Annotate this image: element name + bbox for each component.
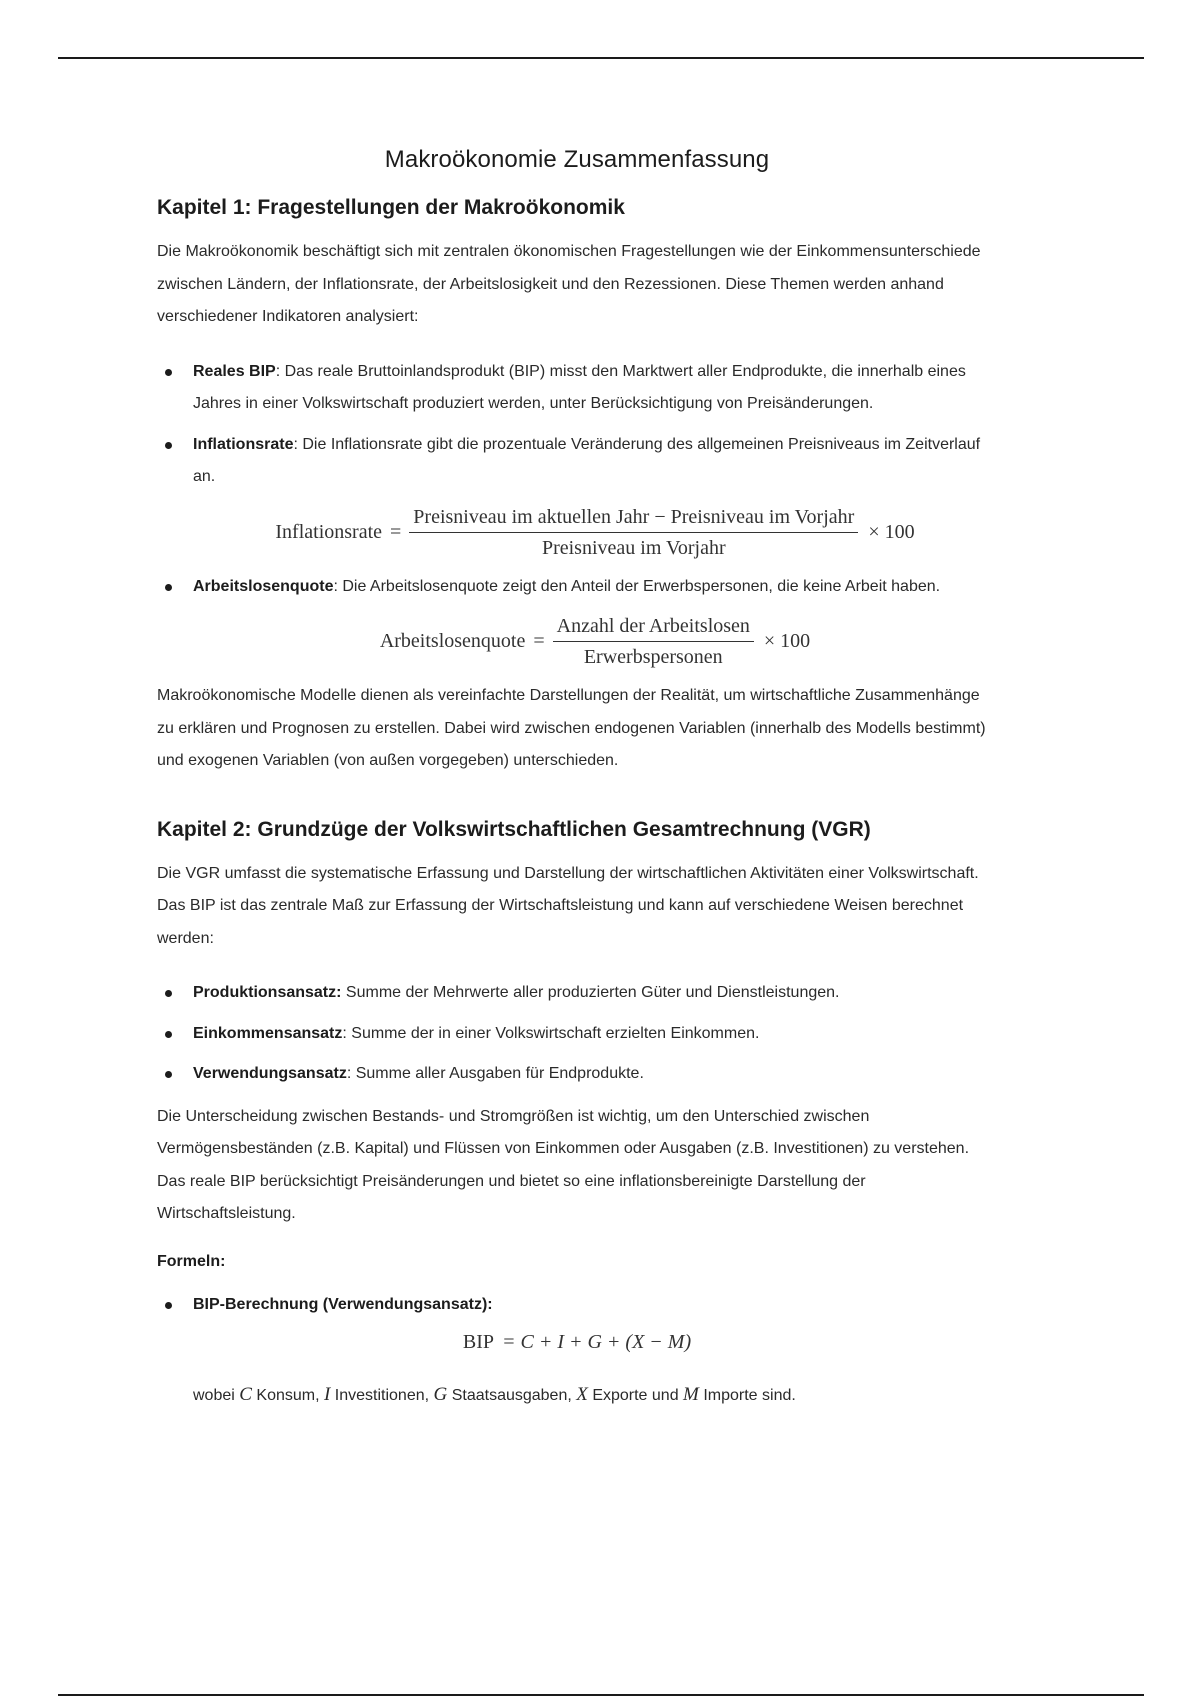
top-rule [58,57,1144,59]
legend-symbol: C [239,1384,252,1405]
formula-rhs: = C + I + G + (X − M) [502,1331,692,1353]
formula-inflationsrate [193,504,997,561]
document-page [157,140,997,1411]
bullet-icon [165,1071,172,1078]
legend-text: wobei [193,1387,235,1404]
chapter-1-outro: Makroökonomische Modelle dienen als vereinfachte Darstellungen der Realität, um wirtschaftliche Zusammenhänge zu erklären und Prognosen zu erstellen. Dabei wird zwischen endogenen Variablen (innerhalb des Modells bestimmt) und exogenen Variablen (von außen vorgegeben) unterschieden. [157,687,986,769]
legend-text: Konsum, [256,1387,320,1404]
term-inflationsrate: Inflationsrate [193,435,294,453]
chapter-1-intro: Die Makroökonomik beschäftigt sich mit zentralen ökonomischen Fragestellungen wie der Einkommensunterschiede zwischen Ländern, der Inflationsrate, der Arbeitslosigkeit und den Rezessionen. Diese Themen werden anhand verschiedener Indikatoren analysiert: [157,243,981,325]
term-arbeitslosenquote: Arbeitslosenquote [193,577,334,595]
term-verwendungsansatz: Verwendungsansatz [193,1065,347,1082]
formula-denominator: Erwerbspersonen [583,646,723,668]
chapter-2-paragraph: Die Unterscheidung zwischen Bestands- und Stromgrößen ist wichtig, um den Unterschied zwischen Vermögensbeständen (z.B. Kapital) und Flüssen von Einkommen oder Ausgaben (z.B. Investitionen) zu verstehen. Das reale BIP berücksichtigt Preisänderungen und bietet so eine inflationsbereinigte Darstellung der Wirtschaftsleistung. [157,1107,970,1222]
bullet-icon [165,584,172,591]
legend-text: Investitionen, [334,1387,430,1404]
formula-list [157,1289,997,1322]
formula-factor: × 100 [868,520,915,543]
document-title: Makroökonomie Zusammenfassung [384,146,770,173]
formula-numerator: Preisniveau im aktuellen Jahr − Preisniveau im Vorjahr [409,504,858,533]
term-text: : Die Inflationsrate gibt die prozentuale Veränderung des allgemeinen Preisniveaus im Zeitverlauf an. [193,435,981,485]
bip-berechnung-label: BIP-Berechnung (Verwendungsansatz): [193,1295,493,1313]
bullet-icon [165,1031,172,1038]
chapter-2-heading: Kapitel 2: Grundzüge der Volkswirtschaftlichen Gesamtrechnung (VGR) [157,817,871,841]
chapter-1-heading: Kapitel 1: Fragestellungen der Makroökonomik [157,196,625,219]
legend-symbol: G [433,1384,448,1405]
formulas-label: Formeln: [157,1252,226,1270]
formula-lhs: BIP [462,1331,494,1353]
formula-equals: = [390,520,402,543]
list-item [157,1018,997,1051]
chapter-1-indicator-list [157,356,997,494]
list-item [157,977,997,1010]
bullet-icon [165,1302,172,1309]
list-item [157,429,997,494]
term-produktionsansatz: Produktionsansatz: [193,984,342,1001]
formula-legend [157,1380,997,1411]
formula-equals: = [533,630,545,652]
term-text: : Summe aller Ausgaben für Endprodukte. [346,1065,644,1082]
bullet-icon [165,369,172,376]
bullet-icon [165,990,172,997]
formula-bip [157,1331,997,1354]
legend-text: Staatsausgaben, [451,1387,572,1404]
formula-numerator: Anzahl der Arbeitslosen [553,613,754,642]
legend-symbol: M [683,1384,699,1405]
formula-denominator: Preisniveau im Vorjahr [541,536,726,559]
chapter-2-intro: Die VGR umfasst die systematische Erfassung und Darstellung der wirtschaftlichen Aktivitäten einer Volkswirtschaft. Das BIP ist das zentrale Maß zur Erfassung der Wirtschaftsleistung und kann auf verschiedene Weisen berechnet werden: [157,864,979,947]
list-item [157,1289,997,1322]
term-text: : Summe der in einer Volkswirtschaft erzielten Einkommen. [342,1024,760,1042]
term-text: : Das reale Bruttoinlandsprodukt (BIP) misst den Marktwert aller Endprodukte, die innerhalb eines Jahres in einer Volkswirtschaft produziert werden, unter Berücksichtigung von Preisänderungen. [193,362,966,412]
bullet-icon [165,442,172,449]
chapter-1-indicator-list-cont [157,571,997,604]
bottom-rule [58,1694,1144,1696]
term-reales-bip: Reales BIP [193,362,276,380]
list-item [157,571,997,604]
legend-text: Exporte und [592,1387,679,1404]
formula-fraction [553,613,754,670]
formula-arbeitslosenquote [193,613,997,670]
term-text: : Die Arbeitslosenquote zeigt den Anteil der Erwerbspersonen, die keine Arbeit haben. [333,577,941,595]
list-item [157,356,997,421]
formula-lhs: Arbeitslosenquote [379,630,526,652]
chapter-2-approach-list [157,977,997,1091]
formula-fraction [409,504,858,561]
term-einkommensansatz: Einkommensansatz [193,1024,343,1042]
legend-text: Importe sind. [703,1387,796,1404]
legend-symbol: I [324,1384,331,1405]
formula-factor: × 100 [763,630,811,652]
term-text: Summe der Mehrwerte aller produzierten Güter und Dienstleistungen. [341,984,840,1001]
formula-lhs: Inflationsrate [275,520,383,543]
legend-symbol: X [576,1384,588,1405]
list-item [157,1058,997,1091]
